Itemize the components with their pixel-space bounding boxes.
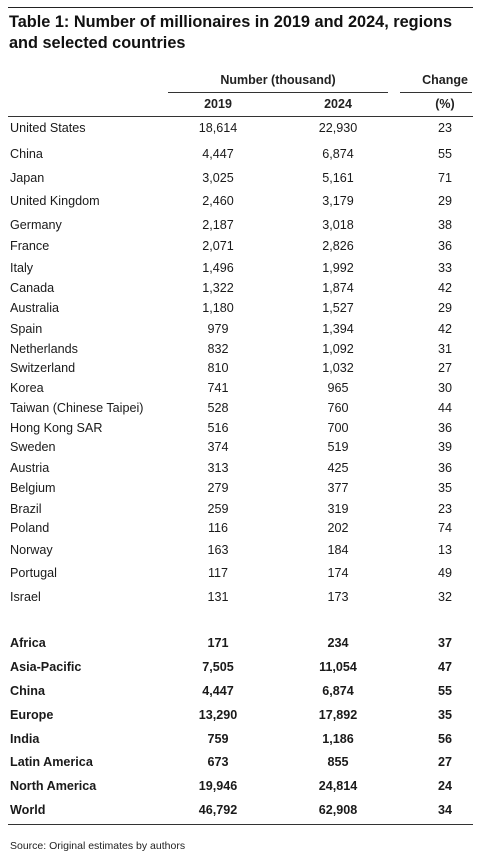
region-value-2019: 13,290 — [198, 708, 238, 722]
source-note: Source: Original estimates by authors — [10, 840, 186, 852]
country-value-2019: 1,180 — [202, 301, 234, 315]
header-2024: 2024 — [324, 97, 352, 111]
country-row — [0, 564, 488, 582]
country-change: 36 — [437, 421, 452, 435]
country-value-2024: 760 — [327, 401, 349, 415]
country-value-2024: 1,992 — [322, 261, 354, 275]
country-change: 55 — [437, 147, 452, 161]
country-name: Portugal — [10, 566, 57, 580]
country-change: 36 — [437, 239, 452, 253]
region-name: World — [10, 803, 46, 817]
country-value-2019: 279 — [207, 481, 229, 495]
country-value-2024: 5,161 — [322, 171, 354, 185]
country-value-2019: 259 — [207, 502, 229, 516]
country-name: Spain — [10, 322, 43, 336]
header-rule-lower — [8, 116, 473, 117]
country-row — [0, 340, 488, 358]
country-change: 42 — [437, 322, 452, 336]
country-change: 31 — [437, 342, 452, 356]
header-change: Change — [422, 73, 468, 87]
country-value-2024: 519 — [327, 440, 349, 454]
country-name: Israel — [10, 590, 41, 604]
region-row — [0, 753, 488, 771]
country-name: Australia — [10, 301, 59, 315]
region-value-2019: 4,447 — [202, 684, 234, 698]
region-value-2019: 7,505 — [202, 660, 234, 674]
country-row — [0, 519, 488, 537]
header-change-unit: (%) — [435, 97, 455, 111]
country-value-2019: 832 — [207, 342, 229, 356]
country-value-2024: 319 — [327, 502, 349, 516]
country-value-2019: 2,187 — [202, 218, 234, 232]
country-value-2019: 18,614 — [198, 121, 238, 135]
country-value-2024: 965 — [327, 381, 349, 395]
region-row — [0, 801, 488, 819]
country-name: United States — [10, 121, 86, 135]
country-value-2024: 3,018 — [322, 218, 354, 232]
country-value-2024: 1,032 — [322, 361, 354, 375]
table-title: Table 1: Number of millionaires in 2019 and 2024, regions and selected countries — [9, 13, 453, 52]
country-value-2024: 184 — [327, 543, 349, 557]
country-name: Canada — [10, 281, 55, 295]
country-change: 42 — [437, 281, 452, 295]
country-row — [0, 399, 488, 417]
region-row — [0, 730, 488, 748]
country-change: 44 — [437, 401, 452, 415]
region-value-2024: 855 — [327, 755, 349, 769]
region-row — [0, 682, 488, 700]
country-name: Korea — [10, 381, 44, 395]
country-row — [0, 237, 488, 255]
country-row — [0, 279, 488, 297]
region-row — [0, 634, 488, 652]
country-value-2019: 117 — [207, 566, 229, 580]
country-value-2024: 700 — [327, 421, 349, 435]
country-name: Belgium — [10, 481, 56, 495]
country-name: Netherlands — [10, 342, 78, 356]
region-name: North America — [10, 779, 97, 793]
country-change: 29 — [437, 301, 452, 315]
country-value-2024: 1,092 — [322, 342, 354, 356]
country-change: 29 — [437, 194, 452, 208]
country-value-2019: 4,447 — [202, 147, 234, 161]
country-change: 23 — [437, 121, 452, 135]
country-change: 30 — [437, 381, 452, 395]
country-name: Hong Kong SAR — [10, 421, 103, 435]
country-value-2019: 313 — [207, 461, 229, 475]
country-row — [0, 192, 488, 210]
country-row — [0, 119, 488, 137]
region-name: Latin America — [10, 755, 93, 769]
country-name: Sweden — [10, 440, 56, 454]
country-name: Germany — [10, 218, 62, 232]
country-row — [0, 438, 488, 456]
header-rule-upper-numbers — [168, 92, 388, 93]
header-rule-upper-change — [400, 92, 472, 93]
country-value-2019: 163 — [207, 543, 229, 557]
region-value-2024: 6,874 — [322, 684, 354, 698]
country-row — [0, 299, 488, 317]
region-change: 37 — [437, 636, 452, 650]
country-value-2019: 810 — [207, 361, 229, 375]
country-row — [0, 169, 488, 187]
country-change: 32 — [437, 590, 452, 604]
country-change: 71 — [437, 171, 452, 185]
country-value-2024: 1,527 — [322, 301, 354, 315]
region-row — [0, 706, 488, 724]
country-value-2019: 1,496 — [202, 261, 234, 275]
country-name: Italy — [10, 261, 34, 275]
region-value-2024: 11,054 — [319, 660, 357, 674]
country-name: Austria — [10, 461, 50, 475]
country-change: 33 — [437, 261, 452, 275]
region-name: India — [10, 732, 40, 746]
country-row — [0, 216, 488, 234]
region-value-2019: 19,946 — [198, 779, 238, 793]
header-number-group: Number (thousand) — [220, 73, 336, 87]
region-value-2019: 673 — [207, 755, 229, 769]
country-change: 39 — [437, 440, 452, 454]
country-row — [0, 145, 488, 163]
country-name: Taiwan (Chinese Taipei) — [10, 401, 144, 415]
region-change: 34 — [437, 803, 452, 817]
country-name: United Kingdom — [10, 194, 100, 208]
country-name: Norway — [10, 543, 53, 557]
country-value-2024: 425 — [327, 461, 349, 475]
country-value-2024: 6,874 — [322, 147, 354, 161]
region-change: 24 — [437, 779, 452, 793]
top-rule — [8, 7, 473, 8]
country-change: 23 — [437, 502, 452, 516]
country-name: Poland — [10, 521, 50, 535]
country-name: Brazil — [10, 502, 42, 516]
country-value-2019: 528 — [207, 401, 229, 415]
country-value-2019: 979 — [207, 322, 229, 336]
region-value-2024: 17,892 — [318, 708, 358, 722]
country-row — [0, 541, 488, 559]
country-value-2019: 516 — [207, 421, 229, 435]
country-value-2019: 741 — [207, 381, 229, 395]
region-name: Asia-Pacific — [10, 660, 82, 674]
region-change: 27 — [437, 755, 452, 769]
country-row — [0, 320, 488, 338]
country-row — [0, 459, 488, 477]
country-row — [0, 500, 488, 518]
country-name: China — [10, 147, 43, 161]
country-value-2019: 1,322 — [202, 281, 234, 295]
header-2019: 2019 — [204, 97, 232, 111]
region-value-2024: 1,186 — [322, 732, 354, 746]
region-value-2019: 759 — [207, 732, 229, 746]
country-row — [0, 259, 488, 277]
country-change: 74 — [437, 521, 452, 535]
country-value-2024: 22,930 — [318, 121, 358, 135]
country-value-2019: 374 — [207, 440, 229, 454]
country-value-2024: 2,826 — [322, 239, 354, 253]
country-change: 27 — [437, 361, 452, 375]
country-value-2019: 116 — [207, 521, 229, 535]
region-change: 55 — [437, 684, 452, 698]
country-value-2019: 131 — [207, 590, 229, 604]
country-row — [0, 379, 488, 397]
country-row — [0, 359, 488, 377]
region-change: 56 — [437, 732, 452, 746]
region-value-2019: 46,792 — [198, 803, 238, 817]
table-bottom-rule — [8, 824, 473, 825]
country-value-2019: 2,460 — [202, 194, 234, 208]
country-value-2024: 3,179 — [322, 194, 354, 208]
country-value-2024: 173 — [327, 590, 349, 604]
country-row — [0, 588, 488, 606]
region-value-2024: 24,814 — [318, 779, 358, 793]
country-row — [0, 479, 488, 497]
region-name: China — [10, 684, 45, 698]
country-row — [0, 419, 488, 437]
country-name: Japan — [10, 171, 45, 185]
region-row — [0, 777, 488, 795]
region-change: 47 — [437, 660, 452, 674]
country-value-2024: 377 — [327, 481, 349, 495]
country-value-2019: 2,071 — [202, 239, 234, 253]
country-name: France — [10, 239, 50, 253]
country-change: 35 — [437, 481, 452, 495]
region-change: 35 — [437, 708, 452, 722]
country-change: 38 — [437, 218, 452, 232]
country-value-2024: 202 — [327, 521, 349, 535]
region-name: Europe — [10, 708, 54, 722]
country-change: 49 — [437, 566, 452, 580]
country-change: 13 — [437, 543, 452, 557]
country-value-2024: 1,874 — [322, 281, 354, 295]
country-value-2019: 3,025 — [202, 171, 234, 185]
country-value-2024: 1,394 — [322, 322, 354, 336]
country-change: 36 — [437, 461, 452, 475]
region-value-2019: 171 — [207, 636, 229, 650]
region-value-2024: 62,908 — [318, 803, 358, 817]
country-value-2024: 174 — [327, 566, 349, 580]
country-name: Switzerland — [10, 361, 76, 375]
region-row — [0, 658, 488, 676]
region-value-2024: 234 — [327, 636, 349, 650]
region-name: Africa — [10, 636, 46, 650]
